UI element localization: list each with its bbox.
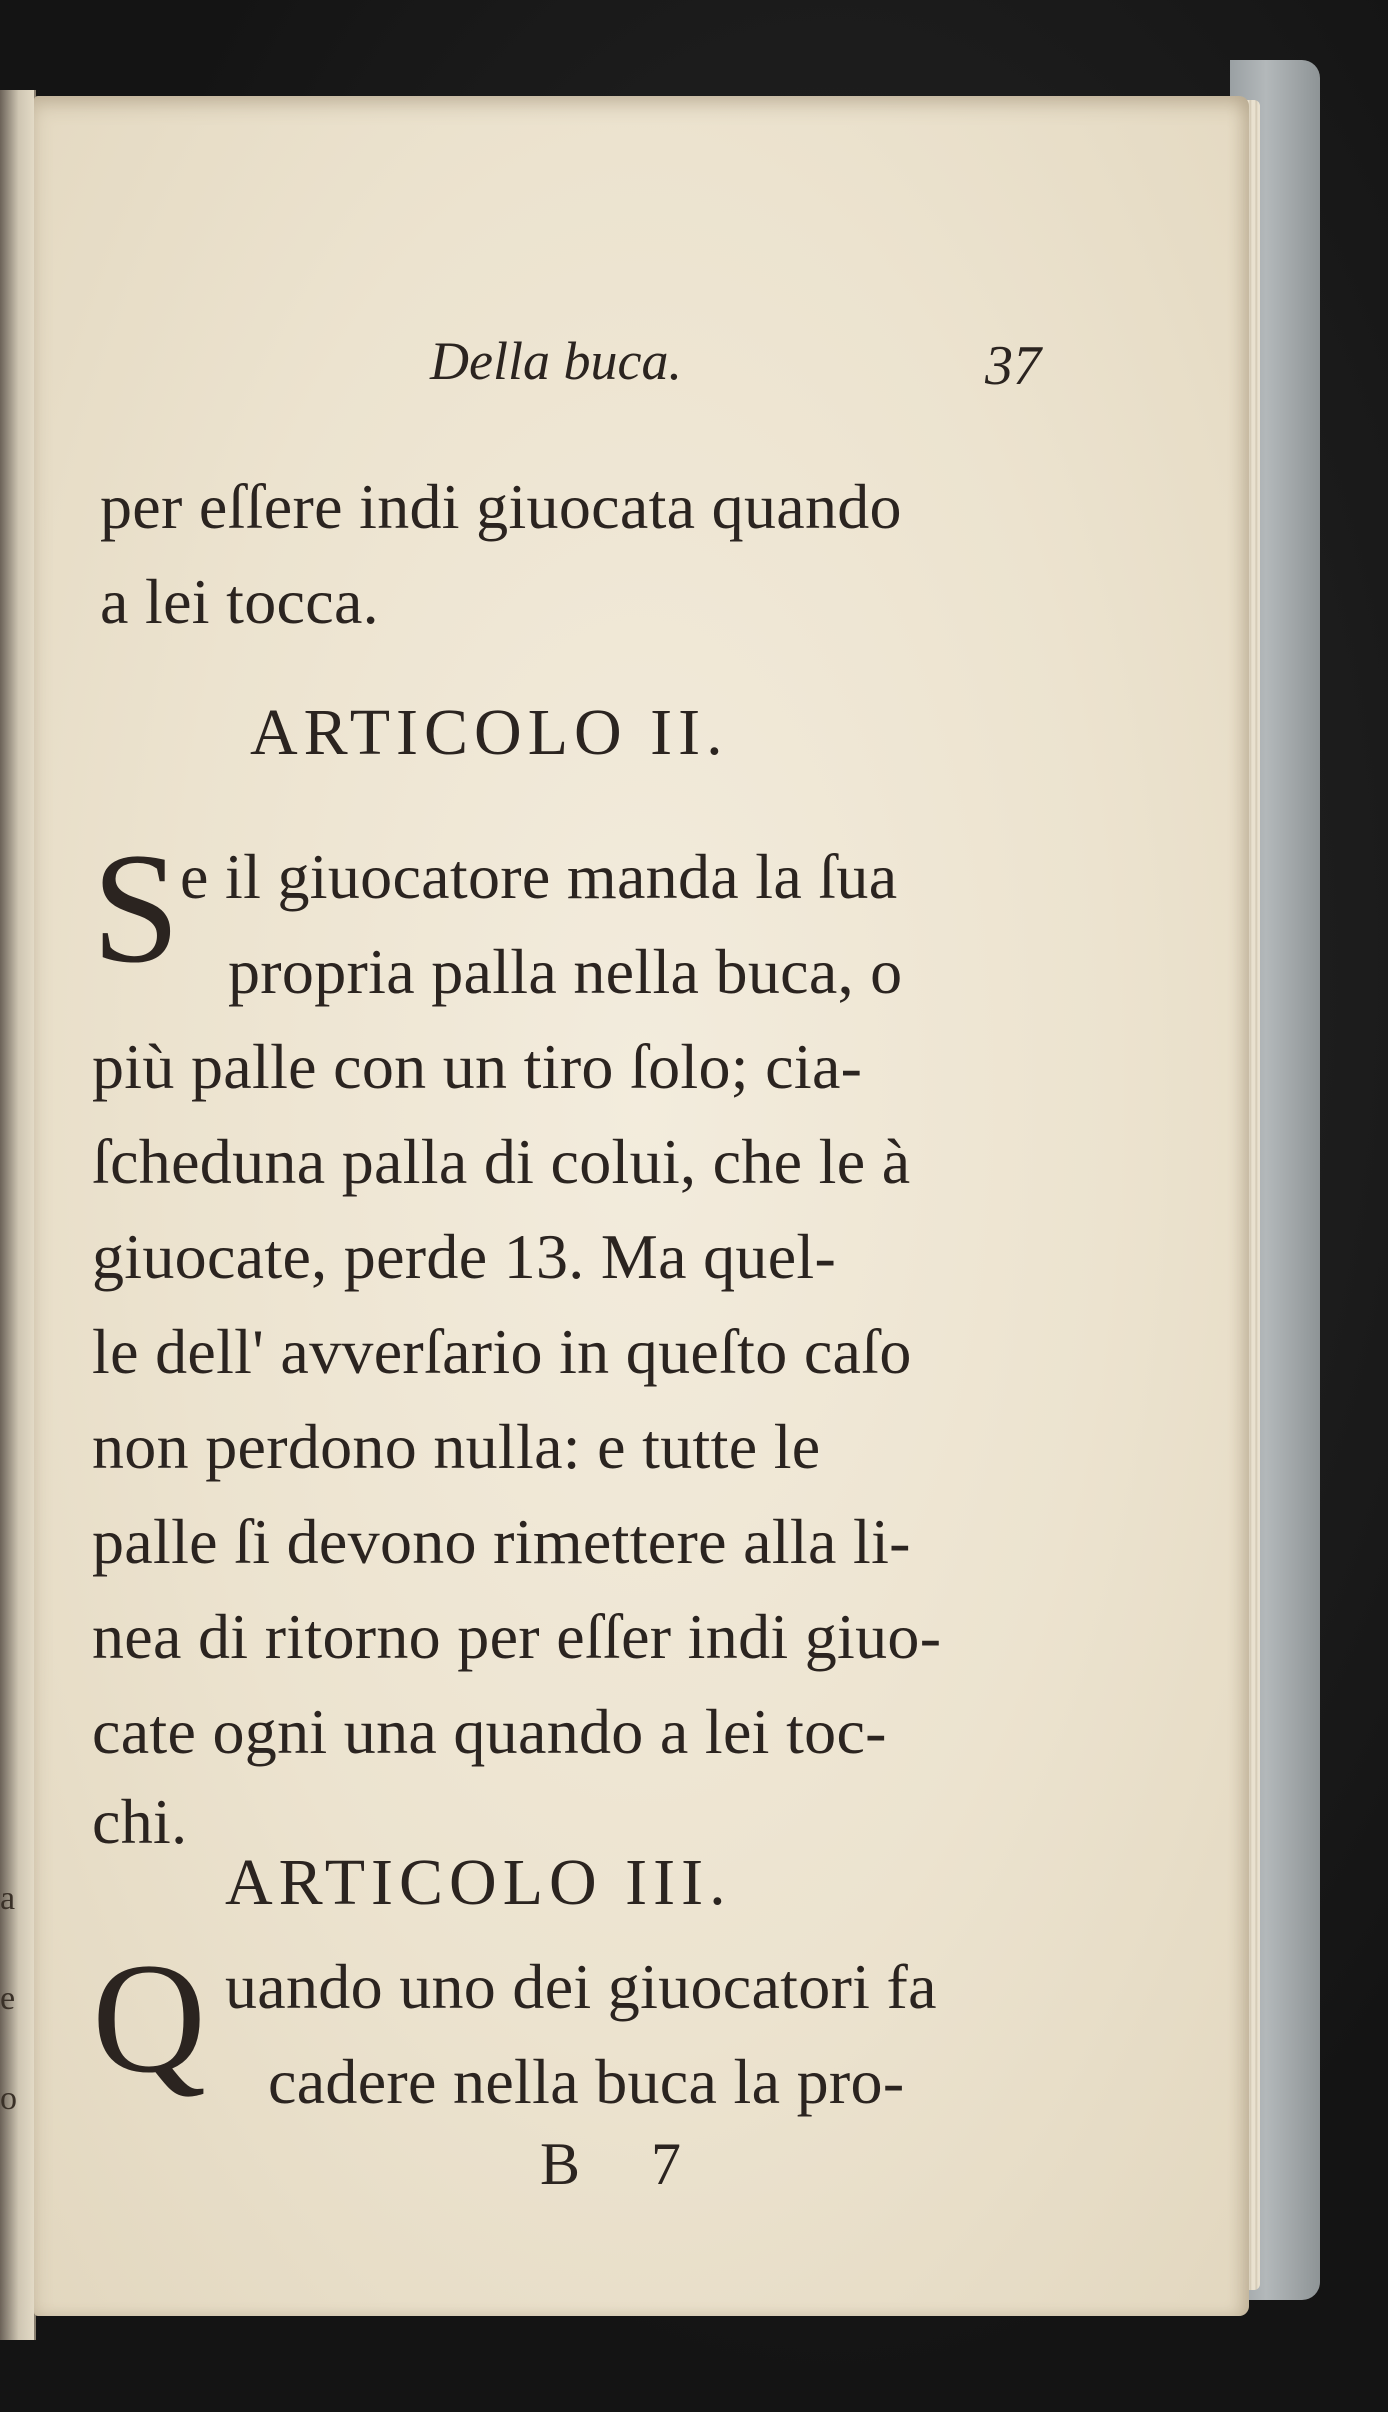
running-head-title: Della buca.: [430, 331, 682, 391]
dropcap-s: S: [92, 821, 180, 996]
text-line: cate ogni una quando a lei toc-: [92, 1696, 887, 1767]
left-edge-letter: o: [0, 2080, 17, 2117]
text-line: per eſſere indi giuocata quando: [100, 471, 902, 542]
text-line: chi.: [92, 1786, 188, 1857]
text-line: e il giuocatore manda la ſua: [180, 841, 898, 912]
left-edge-letter: a: [0, 1880, 16, 1917]
left-page-edge: [0, 90, 36, 2340]
running-head: [0, 330, 1240, 410]
text-line: ſcheduna palla di colui, che le à: [92, 1126, 911, 1197]
dropcap-q: Q: [92, 1931, 207, 2106]
page-number: 37: [985, 335, 1041, 397]
text-line: cadere nella buca la pro-: [268, 2046, 905, 2117]
article-2-heading: ARTICOLO II.: [250, 696, 729, 769]
text-line: giuocate, perde 13. Ma quel-: [92, 1221, 837, 1292]
text-line: palle ſi devono rimettere alla li-: [92, 1506, 911, 1577]
article-3-heading: ARTICOLO III.: [225, 1846, 732, 1919]
text-line: più palle con un tiro ſolo; cia-: [92, 1031, 863, 1102]
signature-mark: B 7: [540, 2131, 710, 2197]
text-line: le dell' avverſario in queſto caſo: [92, 1316, 912, 1387]
text-line: a lei tocca.: [100, 566, 379, 637]
text-line: nea di ritorno per eſſer indi giuo-: [92, 1601, 942, 1672]
text-line: uando uno dei giuocatori fa: [225, 1951, 937, 2022]
text-line: non perdono nulla: e tutte le: [92, 1411, 821, 1482]
text-line: propria palla nella buca, o: [228, 936, 903, 1007]
left-edge-letter: e: [0, 1980, 16, 2017]
